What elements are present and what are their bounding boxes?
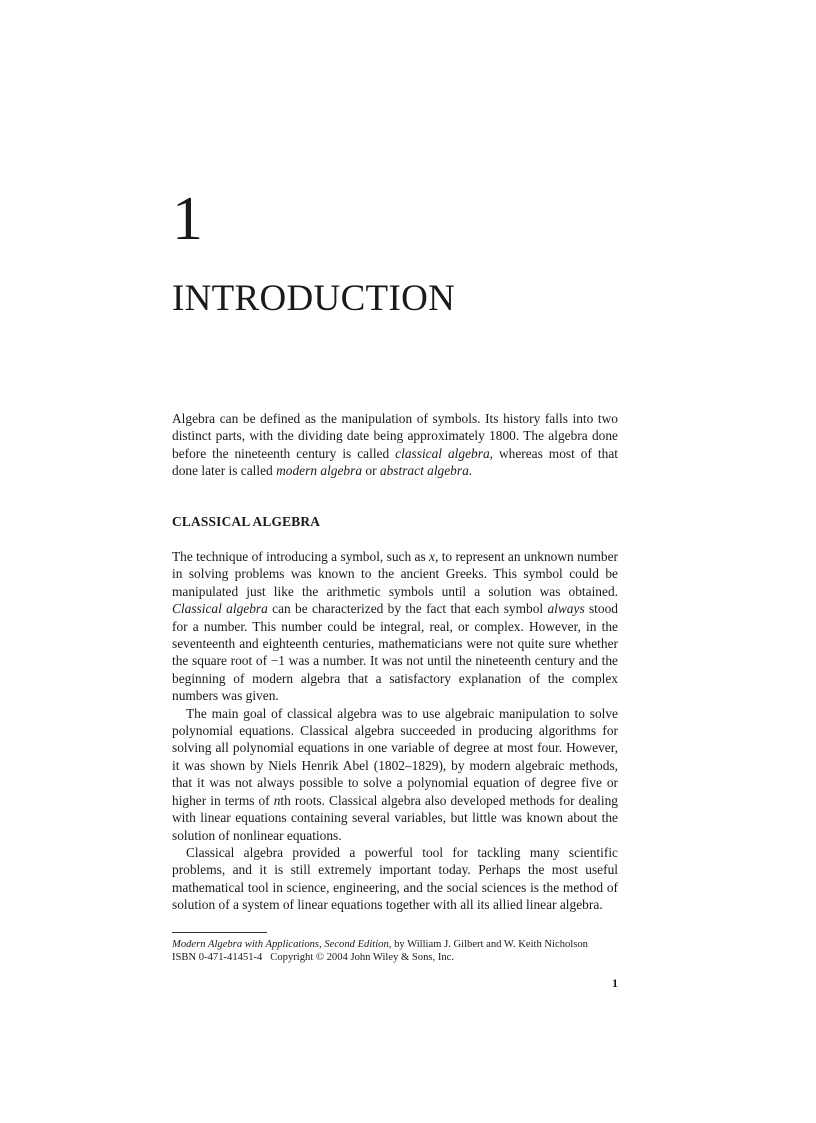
text-run: . [468, 463, 473, 479]
text-run: stood for a number. This number could be integral, real, or complex. However, in the seventeenth and eighteenth centuries, mathematicians were not quite sure whether the square root of −1 was a number. It was not until the nineteenth century and the beginning of modern algebra that a satisfactory explanation of the complex numbers was given. [172, 601, 618, 704]
footnote-citation [172, 938, 618, 951]
footnote [172, 932, 618, 964]
chapter-title: INTRODUCTION [172, 278, 456, 319]
text-run: , to represent an unknown number in solving problems was known to the ancient Greeks. This symbol could be manipulated just like the arithmetic symbols until a solution was obtained. [172, 549, 618, 599]
footnote-isbn-line [172, 951, 618, 964]
book-authors: , by William J. Gilbert and W. Keith Nicholson [388, 939, 588, 950]
emphasis-classical-algebra: Classical algebra [172, 601, 268, 617]
book-title: Modern Algebra with Applications [172, 939, 320, 950]
text-run: , [319, 939, 325, 950]
emphasis-modern-algebra: modern algebra [276, 463, 363, 479]
chapter-number: 1 [172, 185, 203, 253]
variable-x: x [429, 549, 435, 564]
emphasis-classical-algebra: classical algebra [395, 445, 490, 461]
variable-n: n [273, 792, 281, 808]
page-number: 1 [612, 976, 618, 990]
text-run: Algebra can be defined as the manipulation of symbols. Its history falls into two distinct parts, with the dividing date being approximately 1800. The algebra done before the nineteenth century is called [172, 411, 618, 461]
text-run: th roots. Classical algebra also developed methods for dealing with linear equations containing several variables, but little was known about the solution of nonlinear equations. [172, 792, 618, 843]
footnote-rule [172, 932, 267, 933]
section-heading: CLASSICAL ALGEBRA [172, 514, 321, 529]
classical-algebra-section [172, 548, 618, 914]
text-run: The technique of introducing a symbol, such as [172, 549, 430, 564]
isbn: ISBN 0-471-41451-4 [172, 952, 263, 963]
body-paragraph [172, 705, 618, 844]
text-run: or [362, 463, 380, 479]
body-paragraph [172, 548, 618, 705]
intro-paragraph [172, 410, 618, 480]
book-edition: Second Edition [324, 939, 389, 950]
text-run: can be characterized by the fact that each symbol [267, 601, 548, 617]
intro-section [172, 410, 618, 480]
emphasis-abstract-algebra: abstract algebra [379, 463, 469, 479]
body-paragraph: Classical algebra provided a powerful tool for tackling many scientific problems, and it is still extremely important today. Perhaps the most useful mathematical tool in science, engineering, and the social sciences is the method of solution of a system of linear equations together with all its allied linear algebra. [172, 844, 618, 913]
copyright: Copyright © 2004 John Wiley & Sons, Inc. [270, 952, 454, 963]
text-run: The main goal of classical algebra was to use algebraic manipulation to solve polynomial equations. Classical algebra succeeded in producing algorithms for solving all polynomial equations in one variable of degree at most four. However, it was shown by Niels Henrik Abel (1802–1829), by modern algebraic methods, that it was not always possible to solve a polynomial equation of degree five or higher in terms of [172, 705, 618, 808]
emphasis-always: always [547, 601, 585, 617]
text-run: , whereas most of that done later is called [172, 445, 618, 479]
